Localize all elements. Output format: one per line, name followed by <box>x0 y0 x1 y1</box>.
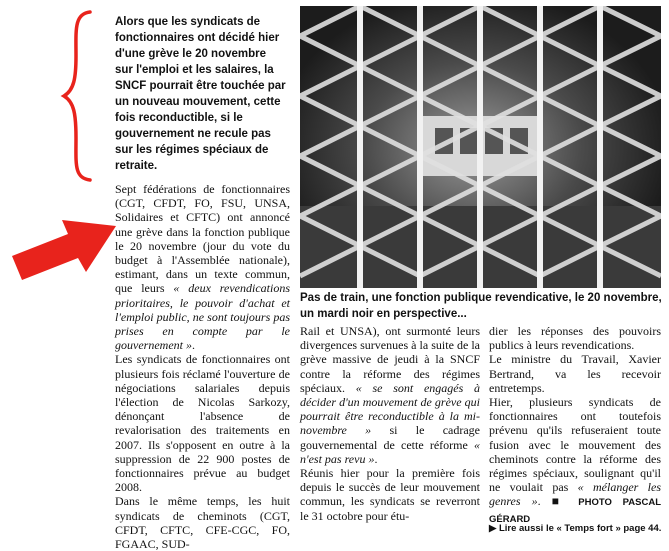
end-mark-icon: ■ <box>551 494 568 509</box>
col3-paragraph-2: Le ministre du Travail, Xavier Bertrand, va les recevoir entretemps. <box>489 352 661 395</box>
col2-paragraph-2: Réunis hier pour la première fois depuis le succès de leur mouvement commun, les syndicats se reverront le 31 octobre pour étu- <box>300 466 480 523</box>
article-photo <box>300 6 661 288</box>
photo-caption: Pas de train, une fonction publique revendicative, le 20 novembre, un mardi noir en perspective... <box>300 292 662 320</box>
col3-paragraph-1: dier les réponses des pouvoirs publics à leurs revendications. <box>489 324 661 353</box>
col1-paragraph-1: Sept fédérations de fonctionnaires (CGT, CFDT, FO, FSU, UNSA, Solidaires et CFTC) ont annoncé une grève dans la fonction publique le 20 novembre (jour du vote du budget à l'Assemblée nationale), estimant, dans un texte commun, que leurs « deux revendications prioritaires, le pouvoir d'achat et l'emploi public, ne sont toujours pas prises en compte par le gouvernement ». <box>115 182 291 353</box>
col1-quote: « deux revendications prioritaires, le pouvoir d'achat et l'emploi public, ne sont toujours pas prises en compte par le gouvernement » <box>115 281 291 353</box>
see-also-link[interactable]: ▶ Lire aussi le « Temps fort » page 44. <box>489 523 662 534</box>
column-2 <box>300 324 480 523</box>
col2-paragraph-1: Rail et UNSA), ont surmonté leurs divergences survenues à la suite de la grève massive de jeudi à la SNCF contre la réforme des régimes spéciaux. « se sont engagés à décider d'un mouvement de grève qui pourrait être reconductible à la mi-novembre » si le cadrage gouvernemental de cette réforme « n'est pas revu ». <box>300 324 481 466</box>
red-brace-icon <box>60 8 100 183</box>
col3-quote: « mélanger les genres » <box>489 480 661 509</box>
col1-paragraph-3: Dans le même temps, les huit syndicats de cheminots (CGT, CFDT, CFTC, CFE-CGC, FO, FGAAC, SUD- <box>115 494 290 551</box>
red-arrow-icon <box>8 206 120 284</box>
grille-photo-illustration <box>300 6 661 288</box>
photo-credit: PHOTO PASCAL GÉRARD <box>489 497 662 525</box>
col2-quote-1: « se sont engagés à décider d'un mouvement de grève qui pourrait être reconductible à la mi-novembre » <box>300 380 481 438</box>
col2-quote-2: « n'est pas revu » <box>300 437 480 466</box>
col3-paragraph-3: Hier, plusieurs syndicats de fonctionnaires ont toutefois prévenu qu'ils refuseraient toute fusion avec le mouvement des cheminots contre la réforme des régimes spéciaux, soulignant qu'il ne voulait pas « mélanger les genres ». ■ PHOTO PASCAL GÉRARD <box>489 395 662 525</box>
column-1 <box>115 182 290 551</box>
column-3 <box>489 324 661 527</box>
col1-paragraph-2: Les syndicats de fonctionnaires ont plusieurs fois réclamé l'ouverture de négociations salariales depuis l'élection de Nicolas Sarkozy, dénonçant l'absence de revalorisation des traitements en 2007. Ils s'opposent en outre à la suppression de 22 900 postes de fonctionnaires prévue au budget 2008. <box>115 352 290 495</box>
lead-paragraph: Alors que les syndicats de fonctionnaires ont décidé hier d'une grève le 20 novembre sur l'emploi et les salaires, la SNCF pourrait être touchée par un nouveau mouvement, cette fois reconductible, si le gouvernement ne recule pas sur les régimes spéciaux de retraite. <box>115 16 286 172</box>
